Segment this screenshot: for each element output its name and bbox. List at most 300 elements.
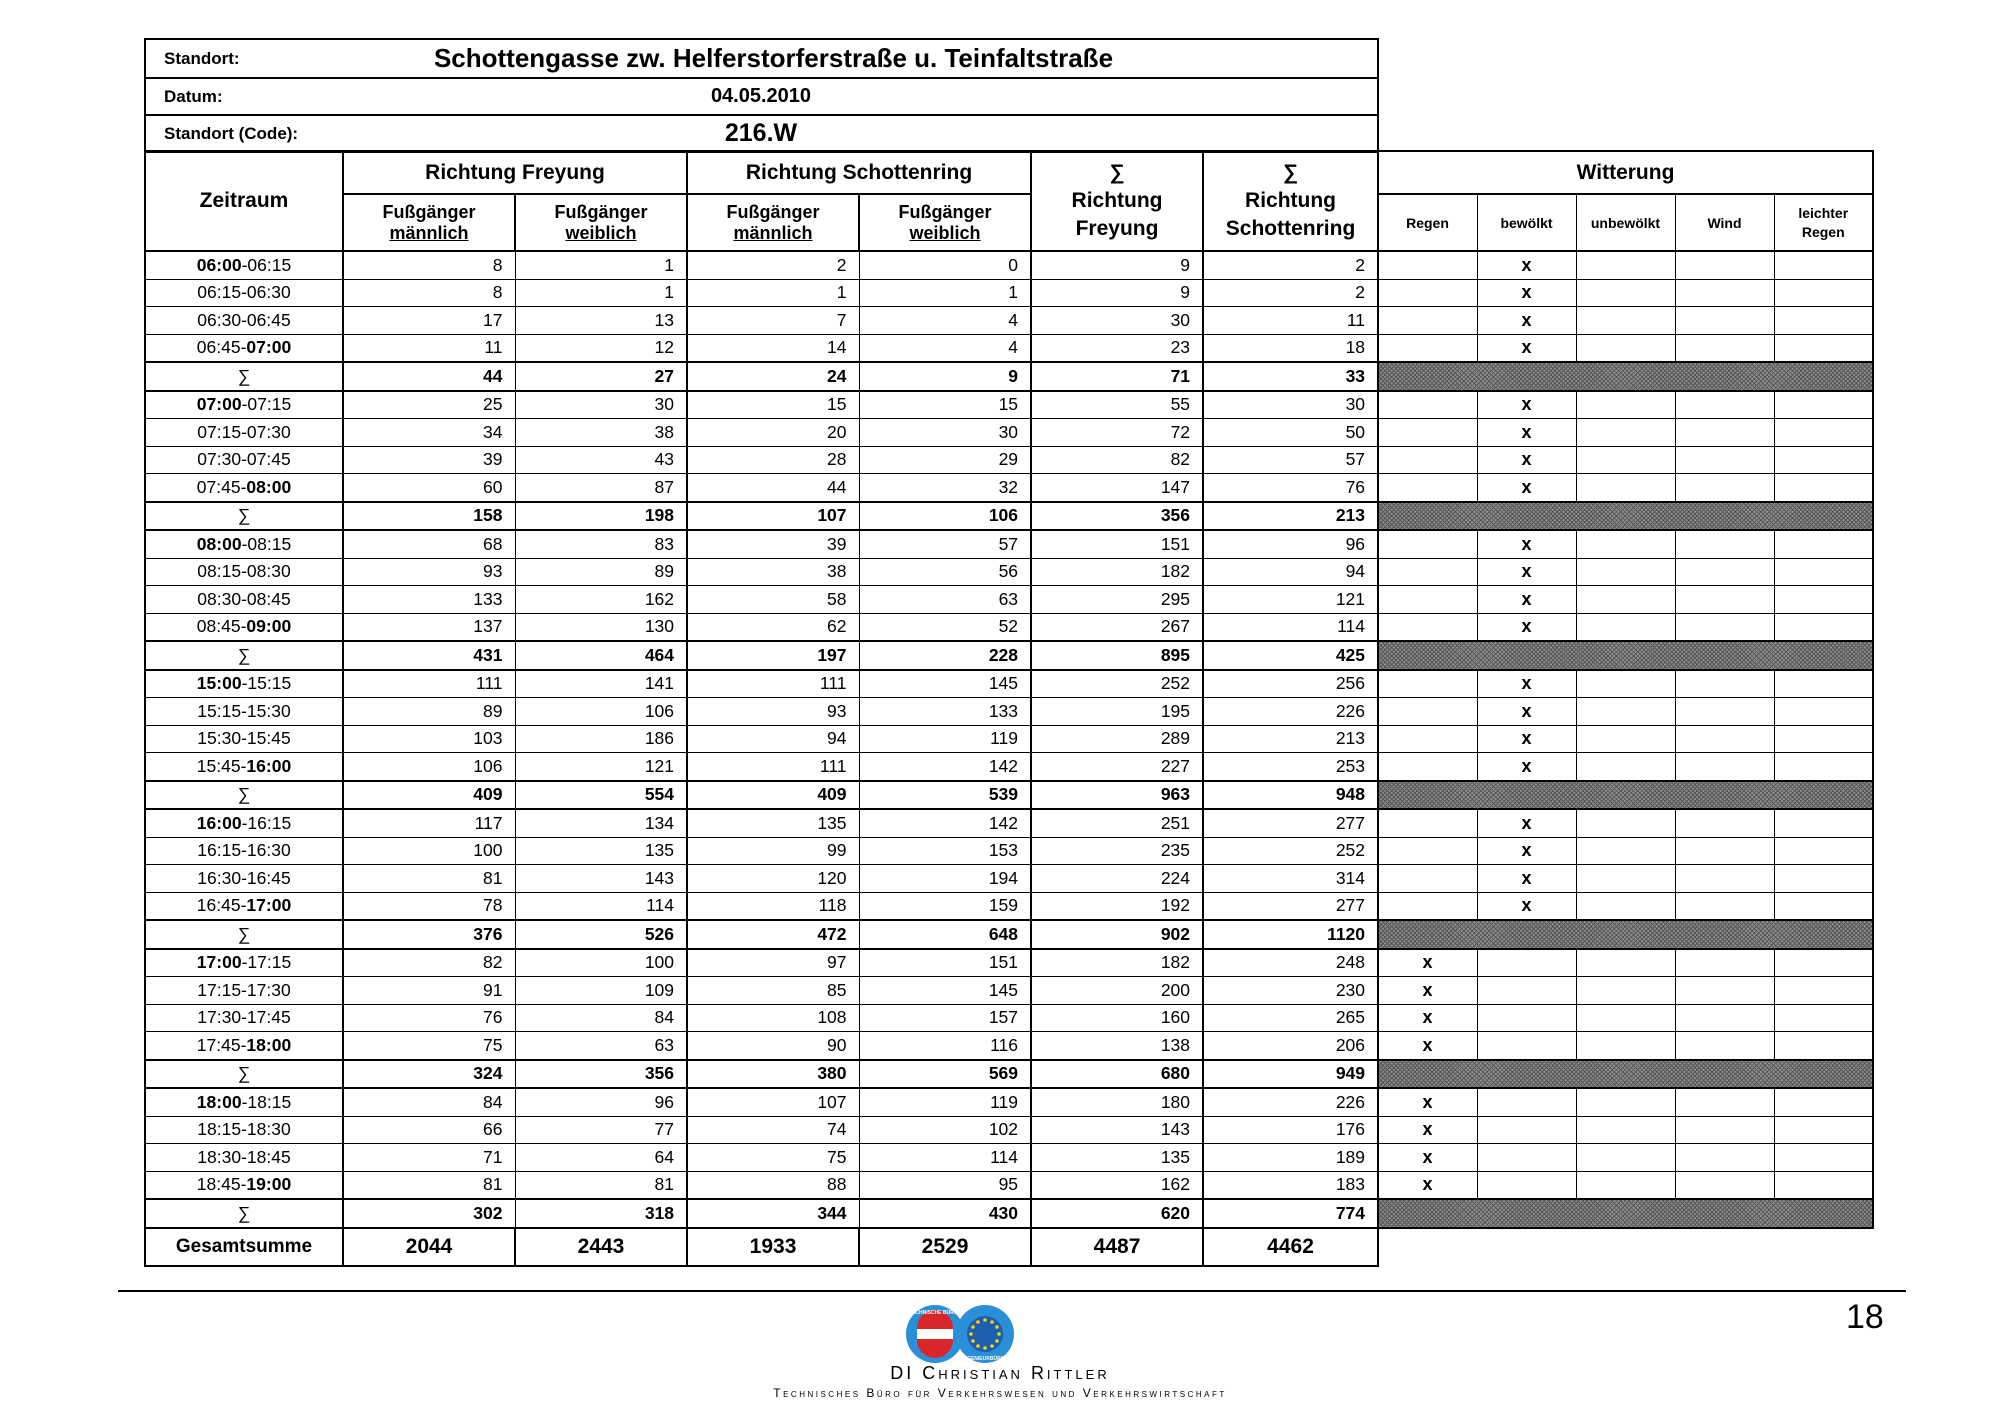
sum-freyung-header <box>1031 151 1203 251</box>
count-cell: 76 <box>343 1004 515 1032</box>
count-cell: 15 <box>859 391 1031 419</box>
weather-cell <box>1378 837 1477 865</box>
time-cell <box>145 753 343 781</box>
weather-cell <box>1576 753 1675 781</box>
subtotal-cell: 648 <box>859 920 1031 949</box>
maennlich-label: männlich <box>389 222 469 243</box>
count-cell: 8 <box>343 279 515 307</box>
table-row <box>145 670 1378 698</box>
count-cell: 9 <box>1031 279 1203 307</box>
zeitraum-header: Zeitraum <box>145 151 343 251</box>
time-cell <box>145 1116 343 1144</box>
weather-cell <box>1675 1171 1774 1199</box>
count-cell: 4 <box>859 307 1031 335</box>
weather-cell: x <box>1477 279 1576 307</box>
hatch-cell <box>1378 502 1873 531</box>
weather-cell <box>1774 1004 1873 1032</box>
count-cell: 38 <box>687 558 859 586</box>
pedestrian-count-table <box>144 150 1379 1267</box>
count-cell: 7 <box>687 307 859 335</box>
time-part: 16:00 <box>196 812 242 833</box>
count-cell: 89 <box>343 698 515 726</box>
count-cell: 130 <box>515 613 687 641</box>
weather-cell <box>1774 753 1873 781</box>
total-cell: 4462 <box>1203 1228 1378 1266</box>
count-cell: 147 <box>1031 474 1203 502</box>
weather-cell <box>1675 446 1774 474</box>
weather-row <box>1378 949 1873 977</box>
count-cell: 103 <box>343 725 515 753</box>
count-cell: 14 <box>687 334 859 362</box>
weather-cell <box>1576 1088 1675 1116</box>
count-cell: 135 <box>515 837 687 865</box>
subtotal-cell: 409 <box>343 781 515 810</box>
weather-cell <box>1774 474 1873 502</box>
table-row <box>145 334 1378 362</box>
weather-row <box>1378 251 1873 279</box>
time-cell <box>145 977 343 1005</box>
count-cell: 192 <box>1031 892 1203 920</box>
table-row <box>145 809 1378 837</box>
time-part: 07:30-07:45 <box>197 449 291 470</box>
weather-cell <box>1576 558 1675 586</box>
subtotal-cell: 464 <box>515 641 687 670</box>
count-cell: 151 <box>1031 530 1203 558</box>
time-part: -07:15 <box>241 394 292 415</box>
count-cell: 93 <box>687 698 859 726</box>
weather-cell <box>1378 725 1477 753</box>
weather-cell <box>1576 809 1675 837</box>
weather-cell <box>1675 1004 1774 1032</box>
time-part: 06:15-06:30 <box>197 282 291 303</box>
fg-freyung-m-header <box>343 194 515 251</box>
count-cell: 39 <box>687 530 859 558</box>
weather-cell <box>1774 725 1873 753</box>
time-part: 16:15-16:30 <box>197 840 291 861</box>
time-cell <box>145 725 343 753</box>
code-label: Standort (Code): <box>145 115 405 152</box>
count-cell: 267 <box>1031 613 1203 641</box>
count-cell: 50 <box>1203 419 1378 447</box>
count-cell: 189 <box>1203 1144 1378 1172</box>
count-cell: 85 <box>687 977 859 1005</box>
weather-cell <box>1675 419 1774 447</box>
weather-cell <box>1675 809 1774 837</box>
table-row <box>145 1004 1378 1032</box>
subtotal-cell: 344 <box>687 1199 859 1228</box>
table-row <box>145 1088 1378 1116</box>
unbewoelkt-header: unbewölkt <box>1576 194 1675 251</box>
count-cell: 30 <box>859 419 1031 447</box>
weather-row <box>1378 725 1873 753</box>
count-cell: 226 <box>1203 698 1378 726</box>
subtotal-cell: 472 <box>687 920 859 949</box>
count-cell: 72 <box>1031 419 1203 447</box>
time-part: 18:00 <box>246 1034 292 1055</box>
count-cell: 159 <box>859 892 1031 920</box>
count-cell: 111 <box>687 753 859 781</box>
count-cell: 93 <box>343 558 515 586</box>
weather-row <box>1378 1171 1873 1199</box>
hatch-cell <box>1378 781 1873 810</box>
weather-cell <box>1774 530 1873 558</box>
time-cell <box>145 307 343 335</box>
time-part: 08:00 <box>196 533 242 554</box>
weather-row <box>1378 334 1873 362</box>
count-cell: 183 <box>1203 1171 1378 1199</box>
time-cell <box>145 530 343 558</box>
sigma-cell: ∑ <box>145 781 343 810</box>
weather-cell <box>1477 1116 1576 1144</box>
count-cell: 1 <box>515 251 687 279</box>
weather-cell <box>1774 419 1873 447</box>
count-cell: 0 <box>859 251 1031 279</box>
subtotal-cell: 302 <box>343 1199 515 1228</box>
weather-cell <box>1774 837 1873 865</box>
datum-label: Datum: <box>145 78 405 115</box>
weather-row <box>1378 1088 1873 1116</box>
weather-cell <box>1774 698 1873 726</box>
time-part: 08:45- <box>196 616 247 637</box>
weather-cell <box>1576 474 1675 502</box>
count-cell: 28 <box>687 446 859 474</box>
count-cell: 135 <box>687 809 859 837</box>
weather-row <box>1378 586 1873 614</box>
time-cell <box>145 670 343 698</box>
time-part: 18:00 <box>196 1091 242 1112</box>
subtotal-cell: 71 <box>1031 362 1203 391</box>
weather-cell <box>1576 613 1675 641</box>
time-part: 17:00 <box>246 895 292 916</box>
time-part: -06:15 <box>241 254 292 275</box>
datum-value: 04.05.2010 <box>405 78 1378 115</box>
count-cell: 60 <box>343 474 515 502</box>
table-row <box>145 892 1378 920</box>
hatch-cell <box>1378 920 1873 949</box>
count-cell: 89 <box>515 558 687 586</box>
count-cell: 106 <box>343 753 515 781</box>
count-cell: 12 <box>515 334 687 362</box>
hatch-cell <box>1378 362 1873 391</box>
table-row <box>145 307 1378 335</box>
weather-cell <box>1774 977 1873 1005</box>
sum-schottenring-line2: Schottenring <box>1225 217 1356 240</box>
subtotal-cell: 9 <box>859 362 1031 391</box>
count-cell: 96 <box>515 1088 687 1116</box>
count-cell: 160 <box>1031 1004 1203 1032</box>
weather-cell <box>1576 1144 1675 1172</box>
time-cell <box>145 1144 343 1172</box>
count-cell: 162 <box>1031 1171 1203 1199</box>
weather-cell <box>1576 1004 1675 1032</box>
count-cell: 34 <box>343 419 515 447</box>
count-cell: 256 <box>1203 670 1378 698</box>
weather-cell: x <box>1477 837 1576 865</box>
count-cell: 81 <box>343 865 515 893</box>
weather-cell <box>1774 558 1873 586</box>
weather-cell: x <box>1477 474 1576 502</box>
count-cell: 57 <box>859 530 1031 558</box>
weather-cell: x <box>1477 753 1576 781</box>
subtotal-cell: 430 <box>859 1199 1031 1228</box>
count-cell: 265 <box>1203 1004 1378 1032</box>
count-cell: 90 <box>687 1032 859 1060</box>
subtotal-cell: 380 <box>687 1060 859 1089</box>
table-row <box>145 1171 1378 1199</box>
subtotal-cell: 569 <box>859 1060 1031 1089</box>
location-info-box <box>144 38 1379 153</box>
subtotal-row <box>145 1060 1378 1089</box>
count-cell: 106 <box>515 698 687 726</box>
weather-cell: x <box>1477 865 1576 893</box>
weather-cell: x <box>1477 586 1576 614</box>
count-cell: 194 <box>859 865 1031 893</box>
subtotal-cell: 33 <box>1203 362 1378 391</box>
weather-cell <box>1774 1032 1873 1060</box>
weather-cell: x <box>1477 530 1576 558</box>
count-cell: 30 <box>1203 391 1378 419</box>
count-cell: 153 <box>859 837 1031 865</box>
time-part: 06:45- <box>196 337 247 358</box>
count-cell: 145 <box>859 977 1031 1005</box>
count-cell: 117 <box>343 809 515 837</box>
table-row <box>145 419 1378 447</box>
weather-cell <box>1378 809 1477 837</box>
count-cell: 1 <box>859 279 1031 307</box>
count-cell: 235 <box>1031 837 1203 865</box>
time-part: 16:00 <box>246 755 292 776</box>
time-cell <box>145 586 343 614</box>
weather-cell <box>1774 1088 1873 1116</box>
weather-cell: x <box>1477 809 1576 837</box>
weather-cell <box>1576 1171 1675 1199</box>
count-cell: 114 <box>859 1144 1031 1172</box>
leichter-label: leichter <box>1798 204 1849 221</box>
subtotal-cell: 554 <box>515 781 687 810</box>
weather-cell <box>1675 949 1774 977</box>
weather-cell <box>1576 419 1675 447</box>
sigma-cell: ∑ <box>145 502 343 531</box>
weather-cell <box>1378 753 1477 781</box>
count-cell: 9 <box>1031 251 1203 279</box>
subtotal-cell: 158 <box>343 502 515 531</box>
sum-schottenring-header <box>1203 151 1378 251</box>
time-part: 18:45- <box>196 1174 247 1195</box>
count-cell: 141 <box>515 670 687 698</box>
weather-cell <box>1675 1116 1774 1144</box>
count-cell: 23 <box>1031 334 1203 362</box>
weather-row <box>1378 391 1873 419</box>
count-cell: 58 <box>687 586 859 614</box>
weather-cell <box>1774 1171 1873 1199</box>
total-cell: 1933 <box>687 1228 859 1266</box>
subtotal-cell: 376 <box>343 920 515 949</box>
subtotal-row <box>145 1199 1378 1228</box>
count-cell: 68 <box>343 530 515 558</box>
hatch-cell <box>1378 1060 1873 1089</box>
time-part: 17:30-17:45 <box>197 1007 291 1028</box>
weather-row <box>1378 1116 1873 1144</box>
weather-cell: x <box>1477 725 1576 753</box>
count-cell: 134 <box>515 809 687 837</box>
weather-cell <box>1378 307 1477 335</box>
subtotal-cell: 324 <box>343 1060 515 1089</box>
count-cell: 206 <box>1203 1032 1378 1060</box>
time-part: 07:45- <box>196 476 247 497</box>
count-cell: 277 <box>1203 892 1378 920</box>
time-part: 07:00 <box>196 394 242 415</box>
subtotal-cell: 106 <box>859 502 1031 531</box>
count-cell: 2 <box>687 251 859 279</box>
fg-label: Fußgänger <box>554 201 648 222</box>
weather-cell <box>1378 613 1477 641</box>
count-cell: 142 <box>859 753 1031 781</box>
time-cell <box>145 698 343 726</box>
weather-cell: x <box>1477 558 1576 586</box>
table-row <box>145 977 1378 1005</box>
weather-row <box>1378 419 1873 447</box>
time-part: 06:00 <box>196 254 242 275</box>
logo-text-right: INGENIEURBÜROS <box>962 1356 1008 1362</box>
subtotal-cell: 24 <box>687 362 859 391</box>
weather-cell: x <box>1477 419 1576 447</box>
maennlich-label: männlich <box>733 222 813 243</box>
weather-cell <box>1576 949 1675 977</box>
count-cell: 138 <box>1031 1032 1203 1060</box>
time-cell <box>145 391 343 419</box>
count-cell: 62 <box>687 613 859 641</box>
count-cell: 32 <box>859 474 1031 502</box>
weather-cell <box>1378 865 1477 893</box>
table-row <box>145 865 1378 893</box>
table-row <box>145 530 1378 558</box>
count-cell: 30 <box>1031 307 1203 335</box>
weather-cell <box>1675 977 1774 1005</box>
count-cell: 56 <box>859 558 1031 586</box>
weather-row <box>1378 530 1873 558</box>
weather-hatch-row <box>1378 1199 1873 1228</box>
weather-hatch-row <box>1378 920 1873 949</box>
weather-cell <box>1774 586 1873 614</box>
subtotal-cell: 963 <box>1031 781 1203 810</box>
count-cell: 142 <box>859 809 1031 837</box>
weather-cell <box>1378 670 1477 698</box>
count-cell: 11 <box>1203 307 1378 335</box>
sum-freyung-line2: Freyung <box>1075 217 1159 240</box>
time-cell <box>145 558 343 586</box>
count-cell: 295 <box>1031 586 1203 614</box>
time-cell <box>145 1088 343 1116</box>
sigma-symbol: ∑ <box>1109 161 1125 184</box>
weather-cell <box>1675 837 1774 865</box>
count-cell: 248 <box>1203 949 1378 977</box>
count-cell: 119 <box>859 725 1031 753</box>
subtotal-cell: 409 <box>687 781 859 810</box>
time-cell <box>145 419 343 447</box>
count-cell: 66 <box>343 1116 515 1144</box>
count-cell: 17 <box>343 307 515 335</box>
weather-row <box>1378 809 1873 837</box>
count-cell: 119 <box>859 1088 1031 1116</box>
count-cell: 43 <box>515 446 687 474</box>
time-cell <box>145 1032 343 1060</box>
subtotal-cell: 948 <box>1203 781 1378 810</box>
weather-cell <box>1576 725 1675 753</box>
subtotal-cell: 431 <box>343 641 515 670</box>
count-cell: 182 <box>1031 949 1203 977</box>
fg-schotten-m-header <box>687 194 859 251</box>
subtotal-cell: 526 <box>515 920 687 949</box>
count-cell: 121 <box>1203 586 1378 614</box>
time-part: 06:30-06:45 <box>197 309 291 330</box>
weather-cell <box>1477 977 1576 1005</box>
subtotal-cell: 425 <box>1203 641 1378 670</box>
time-cell <box>145 809 343 837</box>
subtotal-cell: 774 <box>1203 1199 1378 1228</box>
weather-cell <box>1378 530 1477 558</box>
table-row <box>145 698 1378 726</box>
count-cell: 251 <box>1031 809 1203 837</box>
subtotal-row <box>145 641 1378 670</box>
fg-freyung-w-header <box>515 194 687 251</box>
weather-cell <box>1675 892 1774 920</box>
weather-cell <box>1477 1171 1576 1199</box>
table-row <box>145 613 1378 641</box>
weather-cell: x <box>1477 698 1576 726</box>
sigma-cell: ∑ <box>145 920 343 949</box>
weather-cell: x <box>1378 949 1477 977</box>
subtotal-cell: 318 <box>515 1199 687 1228</box>
time-cell <box>145 474 343 502</box>
count-cell: 230 <box>1203 977 1378 1005</box>
weather-cell <box>1774 1144 1873 1172</box>
time-cell <box>145 865 343 893</box>
fg-label: Fußgänger <box>726 201 820 222</box>
weather-cell <box>1378 251 1477 279</box>
table-row <box>145 1144 1378 1172</box>
time-part: 18:15-18:30 <box>197 1119 291 1140</box>
weather-cell: x <box>1477 391 1576 419</box>
subtotal-cell: 213 <box>1203 502 1378 531</box>
table-row <box>145 753 1378 781</box>
time-part: 07:15-07:30 <box>197 421 291 442</box>
sum-schottenring-line1: Richtung <box>1245 189 1337 212</box>
count-cell: 107 <box>687 1088 859 1116</box>
count-cell: 289 <box>1031 725 1203 753</box>
total-cell: 2443 <box>515 1228 687 1266</box>
weather-cell <box>1675 391 1774 419</box>
count-cell: 63 <box>515 1032 687 1060</box>
total-label: Gesamtsumme <box>145 1228 343 1266</box>
wind-header: Wind <box>1675 194 1774 251</box>
count-cell: 75 <box>343 1032 515 1060</box>
weather-row <box>1378 307 1873 335</box>
weather-cell <box>1378 391 1477 419</box>
hatch-cell <box>1378 1199 1873 1228</box>
sigma-cell: ∑ <box>145 1199 343 1228</box>
count-cell: 11 <box>343 334 515 362</box>
weather-cell <box>1675 279 1774 307</box>
count-cell: 91 <box>343 977 515 1005</box>
table-row <box>145 446 1378 474</box>
count-cell: 81 <box>343 1171 515 1199</box>
weather-cell <box>1576 530 1675 558</box>
total-cell: 2044 <box>343 1228 515 1266</box>
weather-cell: x <box>1477 446 1576 474</box>
count-cell: 162 <box>515 586 687 614</box>
count-cell: 95 <box>859 1171 1031 1199</box>
count-cell: 94 <box>1203 558 1378 586</box>
